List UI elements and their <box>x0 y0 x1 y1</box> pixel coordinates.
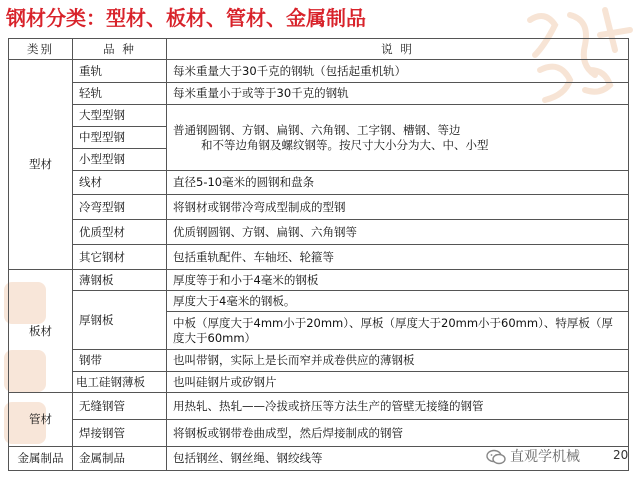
table-row <box>9 60 629 83</box>
desc-line: 普通钢圆钢、方钢、扁钢、六角钢、工字钢、槽钢、等边 <box>173 122 461 137</box>
table-row <box>9 105 629 127</box>
page-title: 钢材分类：型材、板材、管材、金属制品 <box>6 6 366 30</box>
footer-brand <box>486 446 580 468</box>
steel-classification-table <box>8 38 629 471</box>
kind-cell: 钢带 <box>73 350 167 372</box>
table-row <box>9 220 629 245</box>
table-header-row <box>9 39 629 60</box>
desc-cell: 用热轧、热轧——冷拔或挤压等方法生产的管壁无接缝的钢管 <box>167 393 629 420</box>
category-cell: 管材 <box>9 393 73 447</box>
table-row <box>9 195 629 220</box>
header-category: 类别 <box>9 39 73 60</box>
category-cell: 型材 <box>9 60 73 270</box>
desc-cell: 中板（厚度大于4mm小于20mm）、厚板（厚度大于20mm小于60mm）、特厚板（厚度大于60mm） <box>167 312 629 350</box>
kind-cell: 薄钢板 <box>73 270 167 291</box>
kind-cell: 重轨 <box>73 60 167 83</box>
kind-cell: 焊接钢管 <box>73 420 167 447</box>
table-row <box>9 372 629 393</box>
desc-cell: 将钢板或钢带卷曲成型，然后焊接制成的钢管 <box>167 420 629 447</box>
header-kind: 品 种 <box>73 39 167 60</box>
kind-cell: 小型型钢 <box>73 149 167 171</box>
category-cell: 板材 <box>9 270 73 393</box>
kind-cell: 线材 <box>73 171 167 195</box>
kind-cell: 大型型钢 <box>73 105 167 127</box>
desc-cell: 直径5-10毫米的圆钢和盘条 <box>167 171 629 195</box>
category-cell: 金属制品 <box>9 447 73 471</box>
kind-cell: 电工硅钢薄板 <box>73 372 167 393</box>
table-row <box>9 291 629 312</box>
desc-cell: 也叫带钢，实际上是长而窄并成卷供应的薄钢板 <box>167 350 629 372</box>
kind-cell: 轻轨 <box>73 83 167 105</box>
table-row <box>9 350 629 372</box>
desc-cell: 每米重量小于或等于30千克的钢轨 <box>167 83 629 105</box>
table-row <box>9 245 629 270</box>
desc-line: 和不等边角钢及螺纹钢等。按尺寸大小分为大、中、小型 <box>201 137 489 152</box>
desc-cell: 也叫硅钢片或矽钢片 <box>167 372 629 393</box>
kind-cell: 中型型钢 <box>73 127 167 149</box>
kind-cell: 优质型材 <box>73 220 167 245</box>
desc-cell: 厚度大于4毫米的钢板。 <box>167 291 629 312</box>
desc-cell: 厚度等于和小于4毫米的钢板 <box>167 270 629 291</box>
table-row <box>9 171 629 195</box>
kind-cell: 其它钢材 <box>73 245 167 270</box>
table-row <box>9 83 629 105</box>
table-row <box>9 270 629 291</box>
desc-cell <box>167 105 629 171</box>
desc-cell: 包括重轨配件、车轴坯、轮箍等 <box>167 245 629 270</box>
kind-cell: 金属制品 <box>73 447 167 471</box>
desc-cell: 将钢材或钢带冷弯成型制成的型钢 <box>167 195 629 220</box>
kind-cell: 冷弯型钢 <box>73 195 167 220</box>
page-number: 20 <box>613 448 629 462</box>
wechat-icon <box>486 449 506 465</box>
table-row <box>9 420 629 447</box>
brand-name: 直观学机械 <box>510 449 580 465</box>
kind-cell: 厚钢板 <box>73 291 167 350</box>
desc-cell: 优质钢圆钢、方钢、扁钢、六角钢等 <box>167 220 629 245</box>
desc-cell: 每米重量大于30千克的钢轨（包括起重机轨） <box>167 60 629 83</box>
table-row <box>9 393 629 420</box>
desc-cell: 包括钢丝、钢丝绳、钢绞线等 <box>167 447 629 471</box>
header-description: 说 明 <box>167 39 629 60</box>
kind-cell: 无缝钢管 <box>73 393 167 420</box>
